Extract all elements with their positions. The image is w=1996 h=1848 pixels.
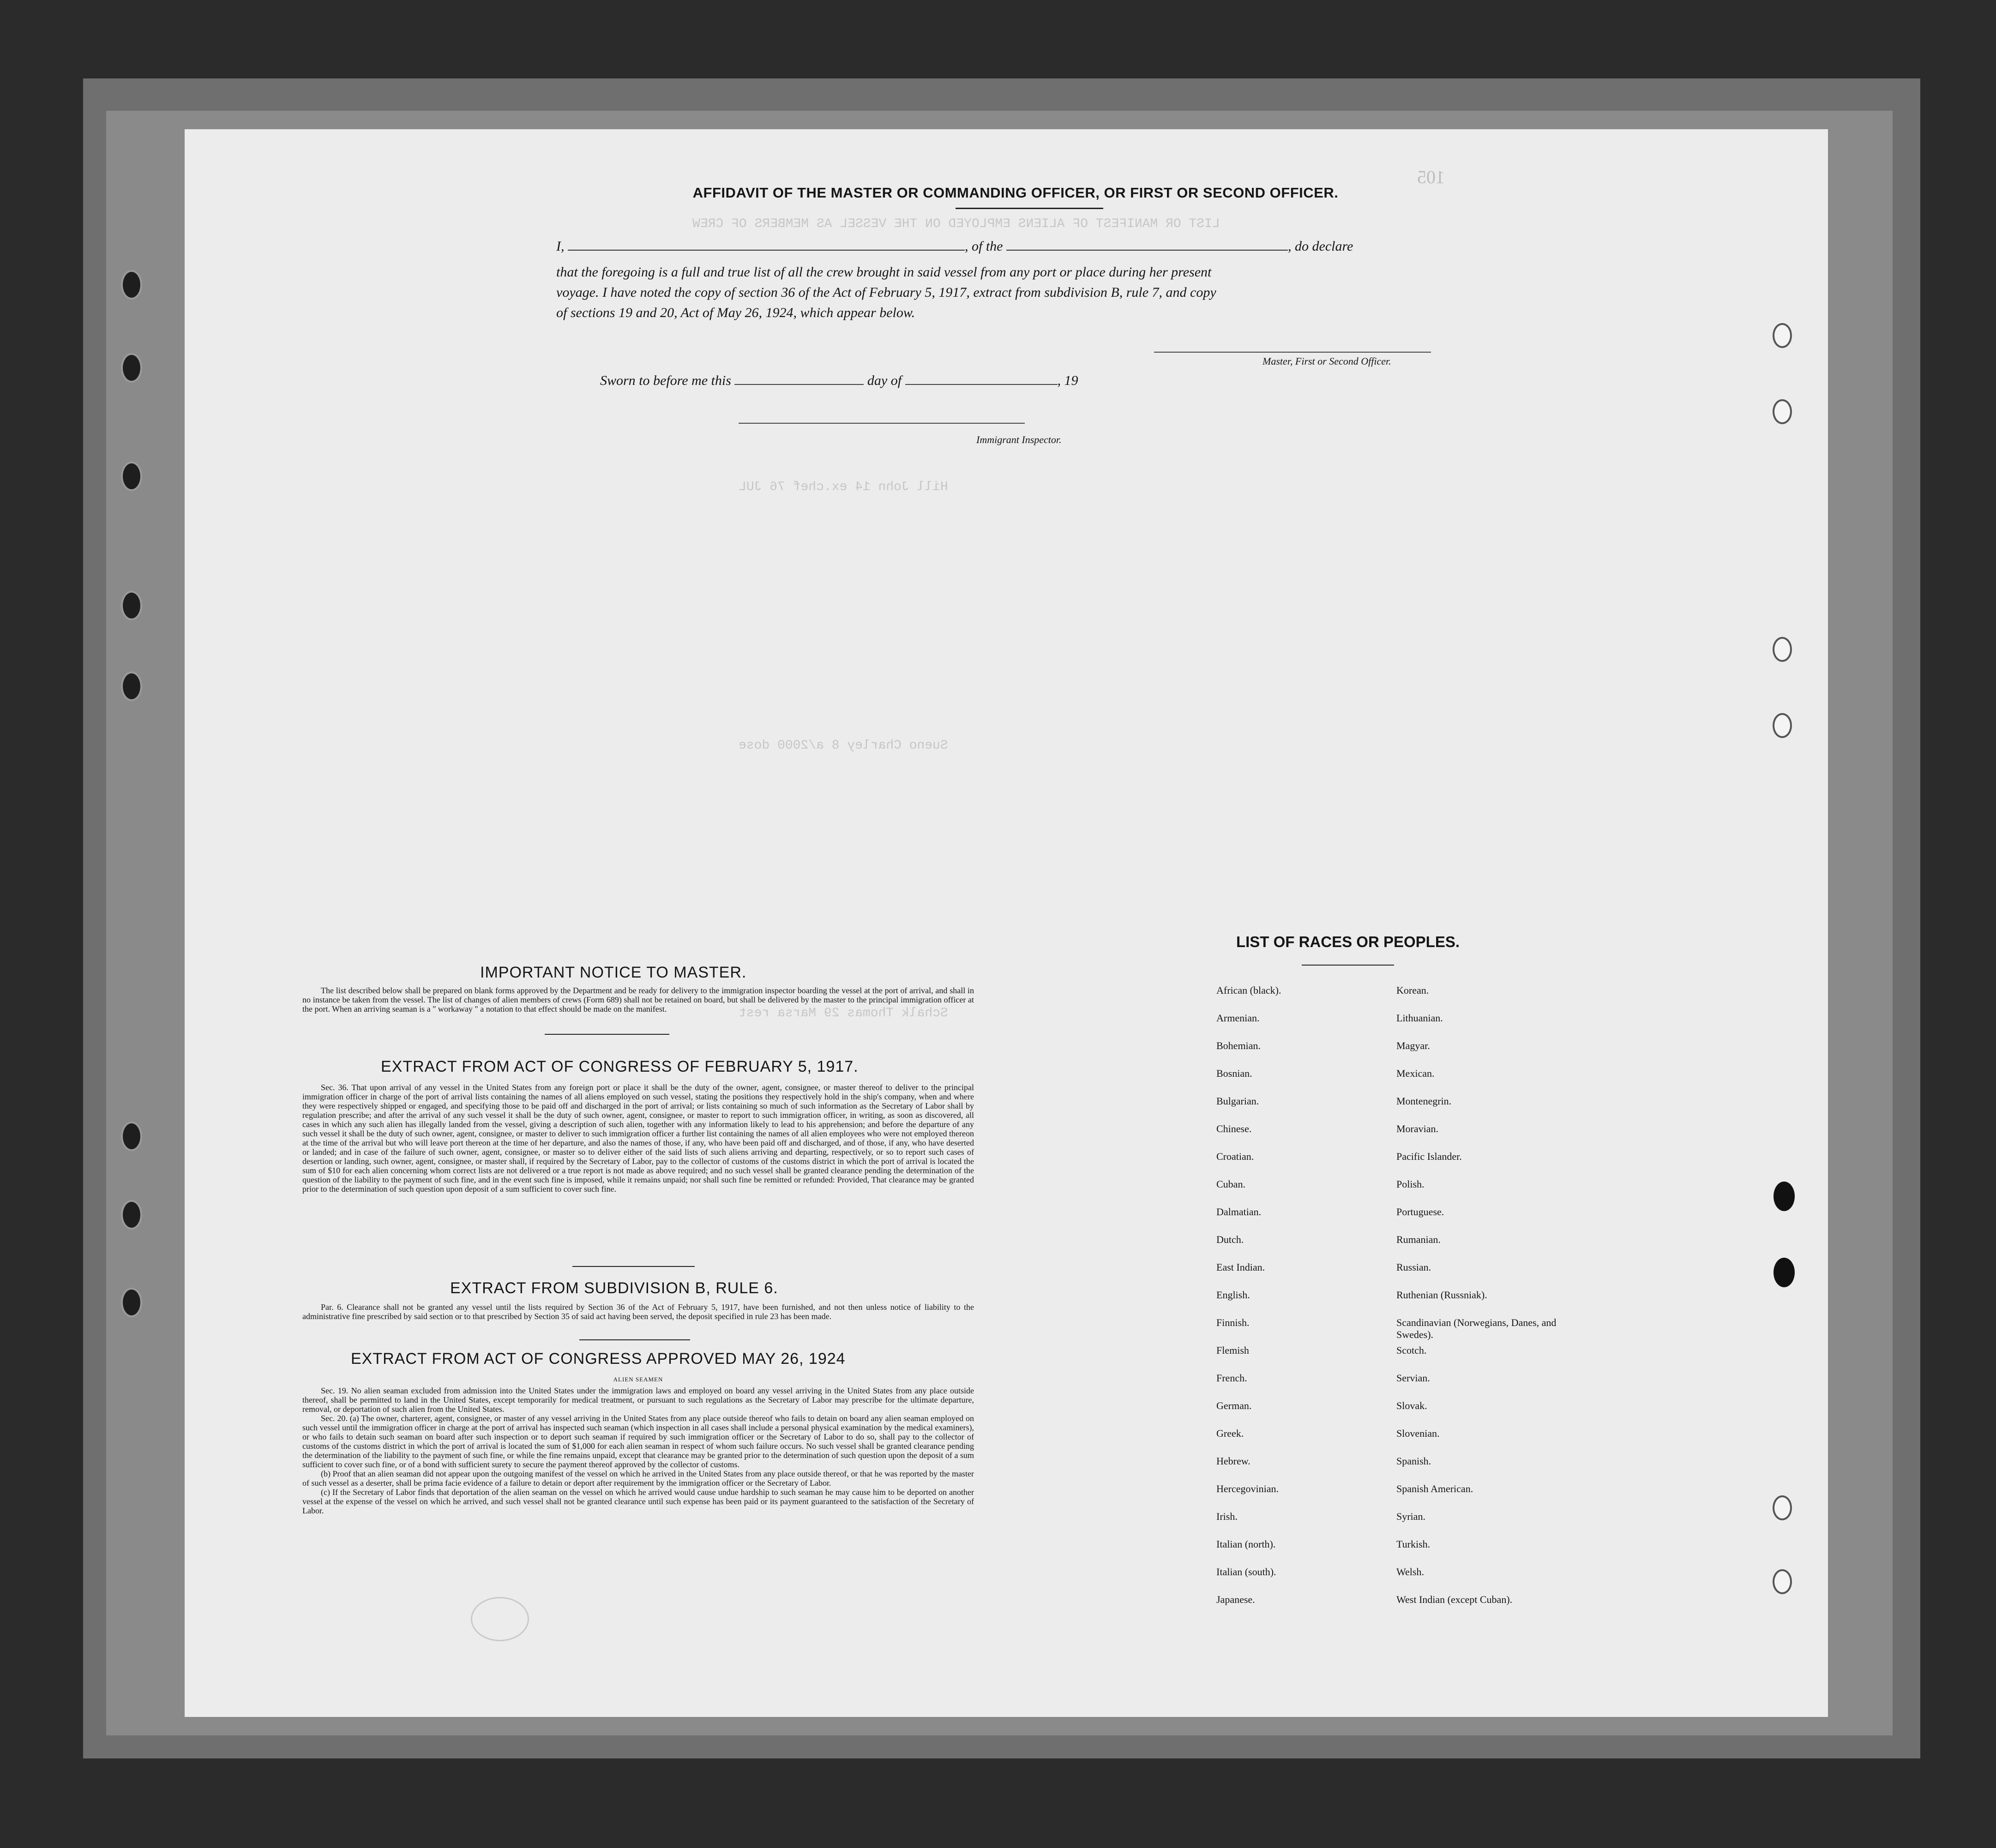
sworn-prefix: Sworn to before me this [600, 373, 731, 388]
bleed-through-text: Schalk Thomas 29 Marsa rest [739, 1006, 948, 1020]
title-rule [956, 208, 1103, 209]
vessel-blank[interactable] [1006, 239, 1288, 251]
race-item: Korean. [1396, 984, 1429, 996]
binder-hole [1773, 1569, 1792, 1594]
title-rule [1302, 965, 1394, 966]
notice-paragraph: The list described below shall be prepared on blank forms approved by the Department and be ready for delivery to the immigration inspector boarding the vessel at the port of arrival, and shall in no instance be taken from the vessel. The list of changes of alien members of crews (Form 689) shall not be retained on board, but shall be delivered by the master to the principal immigration officer at the port. When an arriving seaman is a " workaway " a notation to that effect should be made on the manifest. [302, 986, 974, 1014]
race-item: Slovak. [1396, 1400, 1427, 1411]
binder-hole [1773, 637, 1792, 662]
rule-6-title: EXTRACT FROM SUBDIVISION B, RULE 6. [450, 1279, 778, 1297]
race-item: Pacific Islander. [1396, 1151, 1462, 1162]
race-item: Hebrew. [1216, 1455, 1251, 1467]
binder-hole [121, 1288, 142, 1317]
race-item: Spanish American. [1396, 1483, 1473, 1494]
par-6-text: Par. 6. Clearance shall not be granted any vessel until the lists required by Section 36 of the Act of February 5, 1917, have been furnished, and not then unless notice of liability to the administrative fine prescribed by said section or to that prescribed by Section 35 of said act having been served, the deposit specified in rule 23 has been made. [302, 1302, 974, 1321]
binder-hole [121, 353, 142, 383]
binder-hole [121, 270, 142, 300]
section-rule [545, 1034, 669, 1035]
race-item: French. [1216, 1372, 1247, 1384]
race-item: Dalmatian. [1216, 1206, 1262, 1218]
sworn-year: , 19 [1057, 373, 1078, 388]
name-blank[interactable] [568, 239, 965, 251]
race-item: Magyar. [1396, 1040, 1430, 1051]
declaration-line-3: voyage. I have noted the copy of section 36 of the Act of February 5, 1917, extract from subdivision B, rule 7, and copy [556, 285, 1216, 300]
race-item: Italian (north). [1216, 1538, 1276, 1550]
race-item: Slovenian. [1396, 1428, 1440, 1439]
bleed-through-text: LIST OR MANIFEST OF ALIENS EMPLOYED ON THE VESSEL AS MEMBERS OF CREW [692, 217, 1220, 231]
race-item: Rumanian. [1396, 1234, 1441, 1245]
master-signature-label: Master, First or Second Officer. [1263, 355, 1391, 367]
race-item: Irish. [1216, 1511, 1238, 1522]
race-item: Servian. [1396, 1372, 1430, 1384]
race-item: Italian (south). [1216, 1566, 1276, 1578]
race-item: Croatian. [1216, 1151, 1254, 1162]
sworn-month-blank[interactable] [905, 374, 1058, 385]
sec-20a-text: Sec. 20. (a) The owner, charterer, agent, consignee, or master of any vessel arriving in the United States from any place outside thereof who fails to detain on board any alien seaman employed on such vessel until the immigration officer in charge at the port of arrival has inspected such seaman (which inspection in all cases shall include a personal physical examination by the medical examiners), or who fails to detain such seaman on board after such inspection or to deport such seaman if required by such immigration officer or the Secretary of Labor to do so, shall pay to the collector of customs of the customs district in which the port of arrival is located the sum of $1,000 for each alien seaman in respect of whom such failure occurs. No such vessel shall be granted clearance pending the determination of the liability to the payment of such fine, or while the fine remains unpaid, except that clearance may be granted prior to the determination of such question upon the deposit of a sum sufficient to cover such fine, or of a bond with sufficient surety to secure the payment thereof approved by the collector of customs. [302, 1414, 974, 1469]
race-item: Bosnian. [1216, 1068, 1252, 1079]
section-36-text: Sec. 36. That upon arrival of any vessel in the United States from any foreign port or place it shall be the duty of the owner, agent, consignee, or master thereof to deliver to the principal immigration officer in charge of the port of arrival lists containing the names of all aliens employed on such vessel, stating the positions they respectively hold in the ship's company, when and where they were respectively shipped or engaged, and specifying those to be paid off and discharged in the port of arrival; or lists containing so much of such information as the Secretary of Labor shall by regulation prescribe; and after the arrival of any such vessel it shall be the duty of such owner, agent, consignee, or master to report to such immigration officer, in writing, as soon as discovered, all cases in which any such alien has illegally landed from the vessel, giving a description of such alien, together with any information likely to lead to his apprehension; and before the departure of any such vessel it shall be the duty of such owner, agent, consignee, or master to deliver to such immigration officer a further list containing the names of all alien employees who were not employed thereon at the time of the arrival but who will leave port thereon at the time of her departure, and also the names of those, if any, who have been paid off and discharged, and of those, if any, who have deserted or landed; and in case of the failure of such owner, agent, consignee, or master so to deliver either of the said lists of such aliens arriving and departing, respectively, or so to report such cases of desertion or landing, such owner, agent, consignee, or master shall, if required by the Secretary of Labor, pay to the collector of customs of the customs district in which the port of arrival is located the sum of $10 for each alien concerning whom correct lists are not delivered or a true report is not made as above required; and no such vessel shall be granted clearance pending the determination of the question of the liability to the payment of such fine, and in the event such fine is imposed, while it remains unpaid; nor shall such fine be remitted or refunded: Provided, That clearance may be granted prior to the determination of such question upon deposit of a sum sufficient to cover such fine. [302, 1083, 974, 1194]
race-item: Russian. [1396, 1261, 1431, 1273]
sec-20b-text: (b) Proof that an alien seaman did not appear upon the outgoing manifest of the vessel on which he arrived in the United States from any place outside thereof, or that he was reported by the master of such vessel as a deserter, shall be prima facie evidence of a failure to detain or deport after requirement by the immigration officer or the Secretary of Labor. [302, 1469, 974, 1488]
notice-title: IMPORTANT NOTICE TO MASTER. [480, 964, 747, 981]
binder-hole [1773, 1495, 1792, 1520]
faint-stamp [471, 1597, 529, 1641]
sec-20c-text: (c) If the Secretary of Labor finds that deportation of the alien seaman on the vessel on which he arrived would cause undue hardship to such seaman he may cause him to be deported on another vessel at the expense of the vessel on which he arrived, and such vessel shall not be granted clearance until such expense has been paid or its payment guaranteed to the satisfaction of the Secretary of Labor. [302, 1488, 974, 1515]
sworn-day-blank[interactable] [734, 374, 864, 385]
binder-hole [1773, 713, 1792, 738]
extract-1924-title: EXTRACT FROM ACT OF CONGRESS APPROVED MAY 26, 1924 [351, 1350, 846, 1368]
race-item: Scotch. [1396, 1344, 1427, 1356]
inspector-signature-label: Immigrant Inspector. [976, 434, 1062, 445]
master-signature-line[interactable] [1154, 352, 1431, 353]
race-item: African (black). [1216, 984, 1281, 996]
race-item: Ruthenian (Russniak). [1396, 1289, 1487, 1301]
binder-hole [121, 591, 142, 620]
race-item: Portuguese. [1396, 1206, 1444, 1218]
extract-1917-title: EXTRACT FROM ACT OF CONGRESS OF FEBRUARY 5, 1917. [381, 1058, 859, 1075]
sec-19-text: Sec. 19. No alien seaman excluded from admission into the United States under the immigration laws and employed on board any vessel arriving in the United States from any place outside thereof, shall be permitted to land in the United States, except temporarily for medical treatment, or pursuant to such regulations as the Secretary of Labor may prescribe for the ultimate departure, removal, or deportation of such alien from the United States. [302, 1386, 974, 1414]
races-title: LIST OF RACES OR PEOPLES. [1236, 933, 1460, 950]
race-item: Scandinavian (Norwegians, Danes, and Swedes). [1396, 1317, 1557, 1340]
binder-hole [121, 672, 142, 701]
race-item: Bohemian. [1216, 1040, 1261, 1051]
bleed-through-text: Hill John 14 ex.chef 76 JUL [739, 480, 948, 494]
page-number: 105 [1417, 167, 1445, 187]
rule-6-body [302, 1302, 974, 1321]
extract-1917-body [302, 1083, 974, 1194]
race-item: Finnish. [1216, 1317, 1250, 1328]
bleed-through-text: Sueno Charley 8 a/2000 dose [739, 738, 948, 753]
affidavit-title: AFFIDAVIT OF THE MASTER OR COMMANDING OFFICER, OR FIRST OR SECOND OFFICER. [692, 185, 1339, 201]
race-item: Flemish [1216, 1344, 1249, 1356]
declaration-i: I, [556, 239, 565, 254]
section-rule [572, 1266, 695, 1267]
race-item: English. [1216, 1289, 1250, 1301]
binder-hole [121, 1200, 142, 1230]
race-item: Dutch. [1216, 1234, 1244, 1245]
binder-hole [1774, 1258, 1795, 1287]
sworn-line [600, 373, 1078, 389]
race-item: Bulgarian. [1216, 1095, 1259, 1107]
inspector-signature-line[interactable] [739, 423, 1025, 424]
race-item: East Indian. [1216, 1261, 1265, 1273]
race-item: Polish. [1396, 1178, 1425, 1190]
race-item: West Indian (except Cuban). [1396, 1594, 1513, 1605]
section-rule [579, 1339, 690, 1340]
race-item: Lithuanian. [1396, 1012, 1443, 1024]
race-item: Armenian. [1216, 1012, 1260, 1024]
race-item: Mexican. [1396, 1068, 1435, 1079]
notice-body [302, 986, 974, 1014]
race-item: Syrian. [1396, 1511, 1425, 1522]
alien-seamen-subtitle: ALIEN SEAMEN [613, 1376, 663, 1383]
race-item: Greek. [1216, 1428, 1244, 1439]
race-item: Cuban. [1216, 1178, 1245, 1190]
declaration-line-4: of sections 19 and 20, Act of May 26, 1924, which appear below. [556, 305, 915, 320]
race-item: Turkish. [1396, 1538, 1431, 1550]
race-item: Moravian. [1396, 1123, 1439, 1134]
race-item: Hercegovinian. [1216, 1483, 1279, 1494]
declaration-line-2: that the foregoing is a full and true list of all the crew brought in said vessel from any port or place during her present [556, 264, 1212, 280]
binder-hole [1773, 323, 1792, 348]
declaration-line-1 [556, 236, 1470, 257]
extract-1924-body [302, 1373, 974, 1515]
race-item: Welsh. [1396, 1566, 1424, 1578]
race-item: Japanese. [1216, 1594, 1255, 1605]
binder-hole [121, 1122, 142, 1151]
race-item: Montenegrin. [1396, 1095, 1452, 1107]
declaration-declare: , do declare [1288, 239, 1353, 254]
race-item: German. [1216, 1400, 1252, 1411]
race-item: Chinese. [1216, 1123, 1252, 1134]
race-item: Spanish. [1396, 1455, 1431, 1467]
binder-hole [121, 462, 142, 491]
binder-hole [1773, 399, 1792, 424]
sworn-day-label: day of [867, 373, 902, 388]
binder-hole [1774, 1182, 1795, 1211]
declaration-of-the: , of the [965, 239, 1003, 254]
